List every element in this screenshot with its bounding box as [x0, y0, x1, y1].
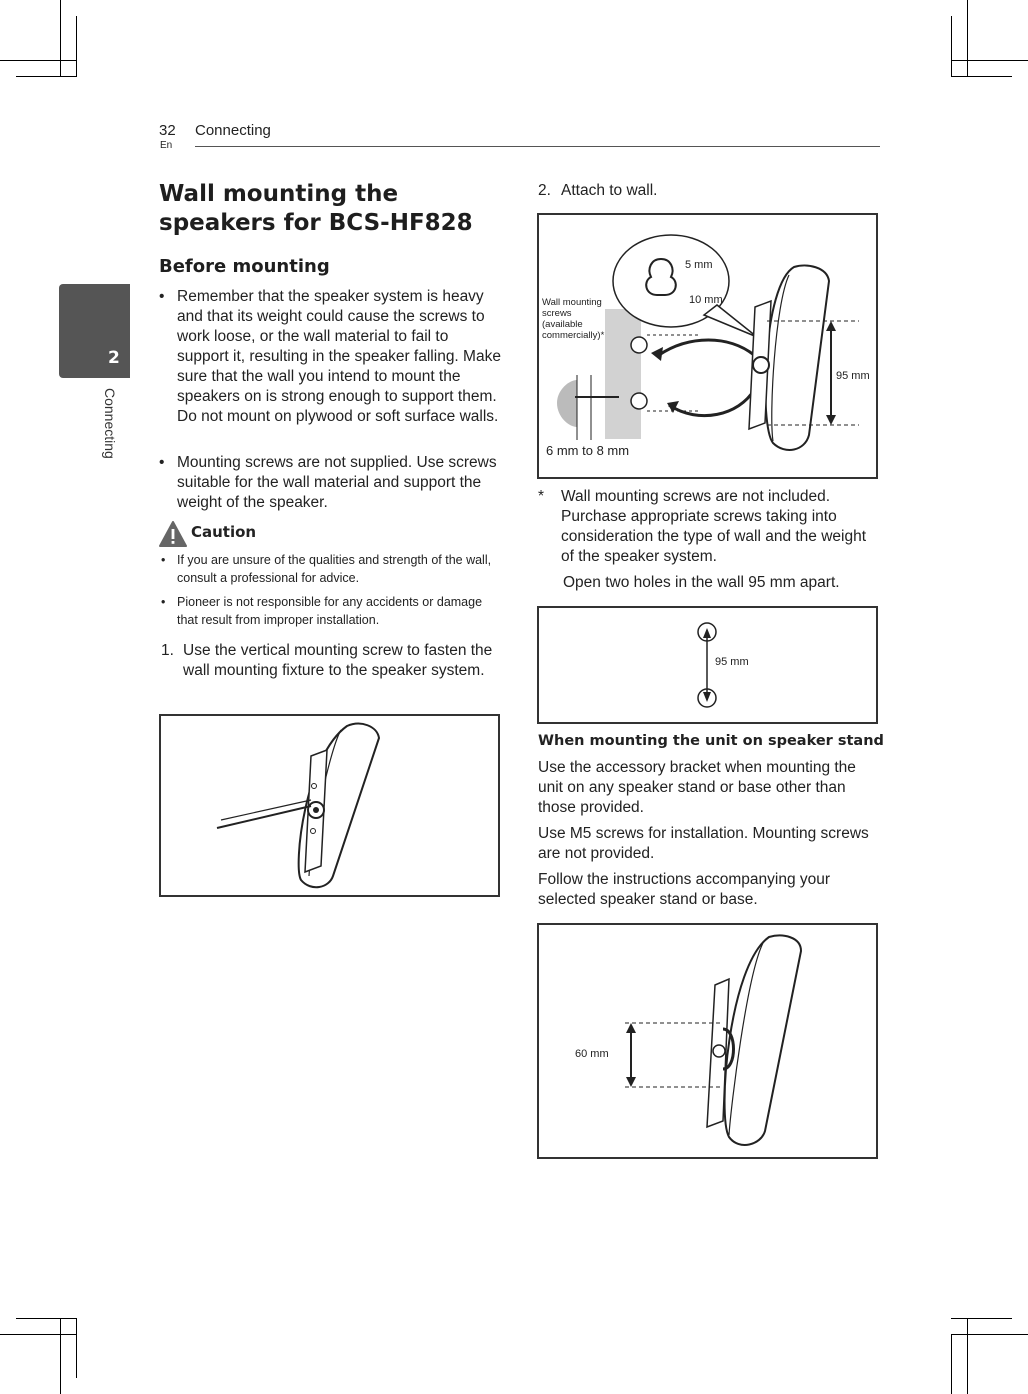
speaker-bracket-illustration — [161, 716, 498, 895]
crop-mark — [951, 16, 952, 76]
stand-paragraph: Use M5 screws for installation. Mounting screws are not provided. — [538, 825, 869, 862]
crop-mark — [967, 0, 968, 76]
page-title: Wall mounting the speakers for BCS-HF828 — [159, 181, 473, 236]
step-text: Use the vertical mounting screw to fasten the wall mounting fixture to the speaker system. — [183, 642, 493, 679]
figure-stand-bracket — [537, 923, 878, 1159]
page-number: 32 — [159, 122, 176, 139]
bullet-text: Remember that the speaker system is heavy and that its weight could cause the screws to work loose, or the wall material to fail to support it, resulting in the speaker falling. Make sure that the wall you intend to mount the speakers on is strong enough to support them. Do not mount on plywood or soft surface walls. — [177, 288, 501, 425]
crop-mark — [951, 1334, 952, 1394]
crop-mark — [16, 1318, 77, 1319]
wall-attach-illustration — [539, 215, 876, 477]
crop-mark — [967, 1318, 968, 1394]
list-item: • Pioneer is not responsible for any accidents or damage that result from improper installation. — [161, 593, 501, 631]
caution-label: Caution — [191, 523, 257, 541]
crop-mark — [76, 16, 77, 76]
crop-mark — [951, 60, 1028, 61]
step-text: Attach to wall. — [561, 182, 658, 199]
list-item: • Remember that the speaker system is heavy and that its weight could cause the screws to work loose, or the wall material to fail to support it, resulting in the speaker falling. Make sure that the wall you intend to mount the speakers on is strong enough to support them. Do not mount on plywood or soft surface walls. — [159, 287, 504, 447]
warning-icon — [159, 521, 187, 547]
crop-mark — [951, 76, 1012, 77]
crop-mark — [0, 60, 77, 61]
before-mounting-heading: Before mounting — [159, 256, 330, 277]
hole-10mm-label: 10 mm — [689, 294, 723, 306]
distance-label: 95 mm — [836, 370, 870, 382]
figure-hole-spacing — [537, 606, 878, 724]
step-number: 1. — [161, 642, 174, 659]
distance-label: 60 mm — [575, 1048, 609, 1060]
stand-paragraph: Use the accessory bracket when mounting the unit on any speaker stand or base other than those provided. — [538, 759, 856, 816]
hole-spacing-illustration — [539, 608, 876, 722]
stand-paragraph: Follow the instructions accompanying your selected speaker stand or base. — [538, 871, 831, 908]
crop-mark — [0, 1334, 77, 1335]
note-marker: * — [538, 488, 545, 505]
list-item: • If you are unsure of the qualities and strength of the wall, consult a professional for advice. — [161, 551, 501, 589]
bullet-text: Mounting screws are not supplied. Use screws suitable for the wall material and support the weight of the speaker. — [177, 454, 497, 511]
crop-mark — [60, 0, 61, 76]
screws-label: Wall mounting screws (available commercially)* — [542, 297, 605, 341]
holes-instruction: Open two holes in the wall 95 mm apart. — [563, 574, 840, 591]
crop-mark — [16, 76, 77, 77]
list-item: • Mounting screws are not supplied. Use screws suitable for the wall material and support the weight of the speaker. — [159, 453, 504, 513]
crop-mark — [60, 1318, 61, 1394]
depth-label: 6 mm to 8 mm — [546, 443, 630, 458]
hole-5mm-label: 5 mm — [685, 259, 713, 271]
step-number: 2. — [538, 182, 551, 199]
header-rule — [195, 146, 880, 147]
crop-mark — [951, 1318, 1012, 1319]
distance-label: 95 mm — [715, 656, 749, 668]
side-tab-label: Connecting — [102, 388, 118, 459]
side-tab-number: 2 — [108, 348, 120, 368]
stand-heading: When mounting the unit on speaker stand — [538, 733, 884, 749]
caution-text: If you are unsure of the qualities and strength of the wall, consult a professional for advice. — [177, 553, 492, 585]
caution-text: Pioneer is not responsible for any accidents or damage that result from improper installation. — [177, 595, 483, 627]
crop-mark — [951, 1334, 1028, 1335]
page-language: En — [160, 140, 173, 151]
note-text: Wall mounting screws are not included. Purchase appropriate screws taking into consideration the type of wall and the weight of the speaker system. — [561, 488, 867, 565]
stand-bracket-illustration — [539, 925, 876, 1157]
section-title: Connecting — [195, 122, 271, 139]
crop-mark — [76, 1318, 77, 1378]
figure-screw-fixture — [159, 714, 500, 897]
figure-wall-attach — [537, 213, 878, 479]
